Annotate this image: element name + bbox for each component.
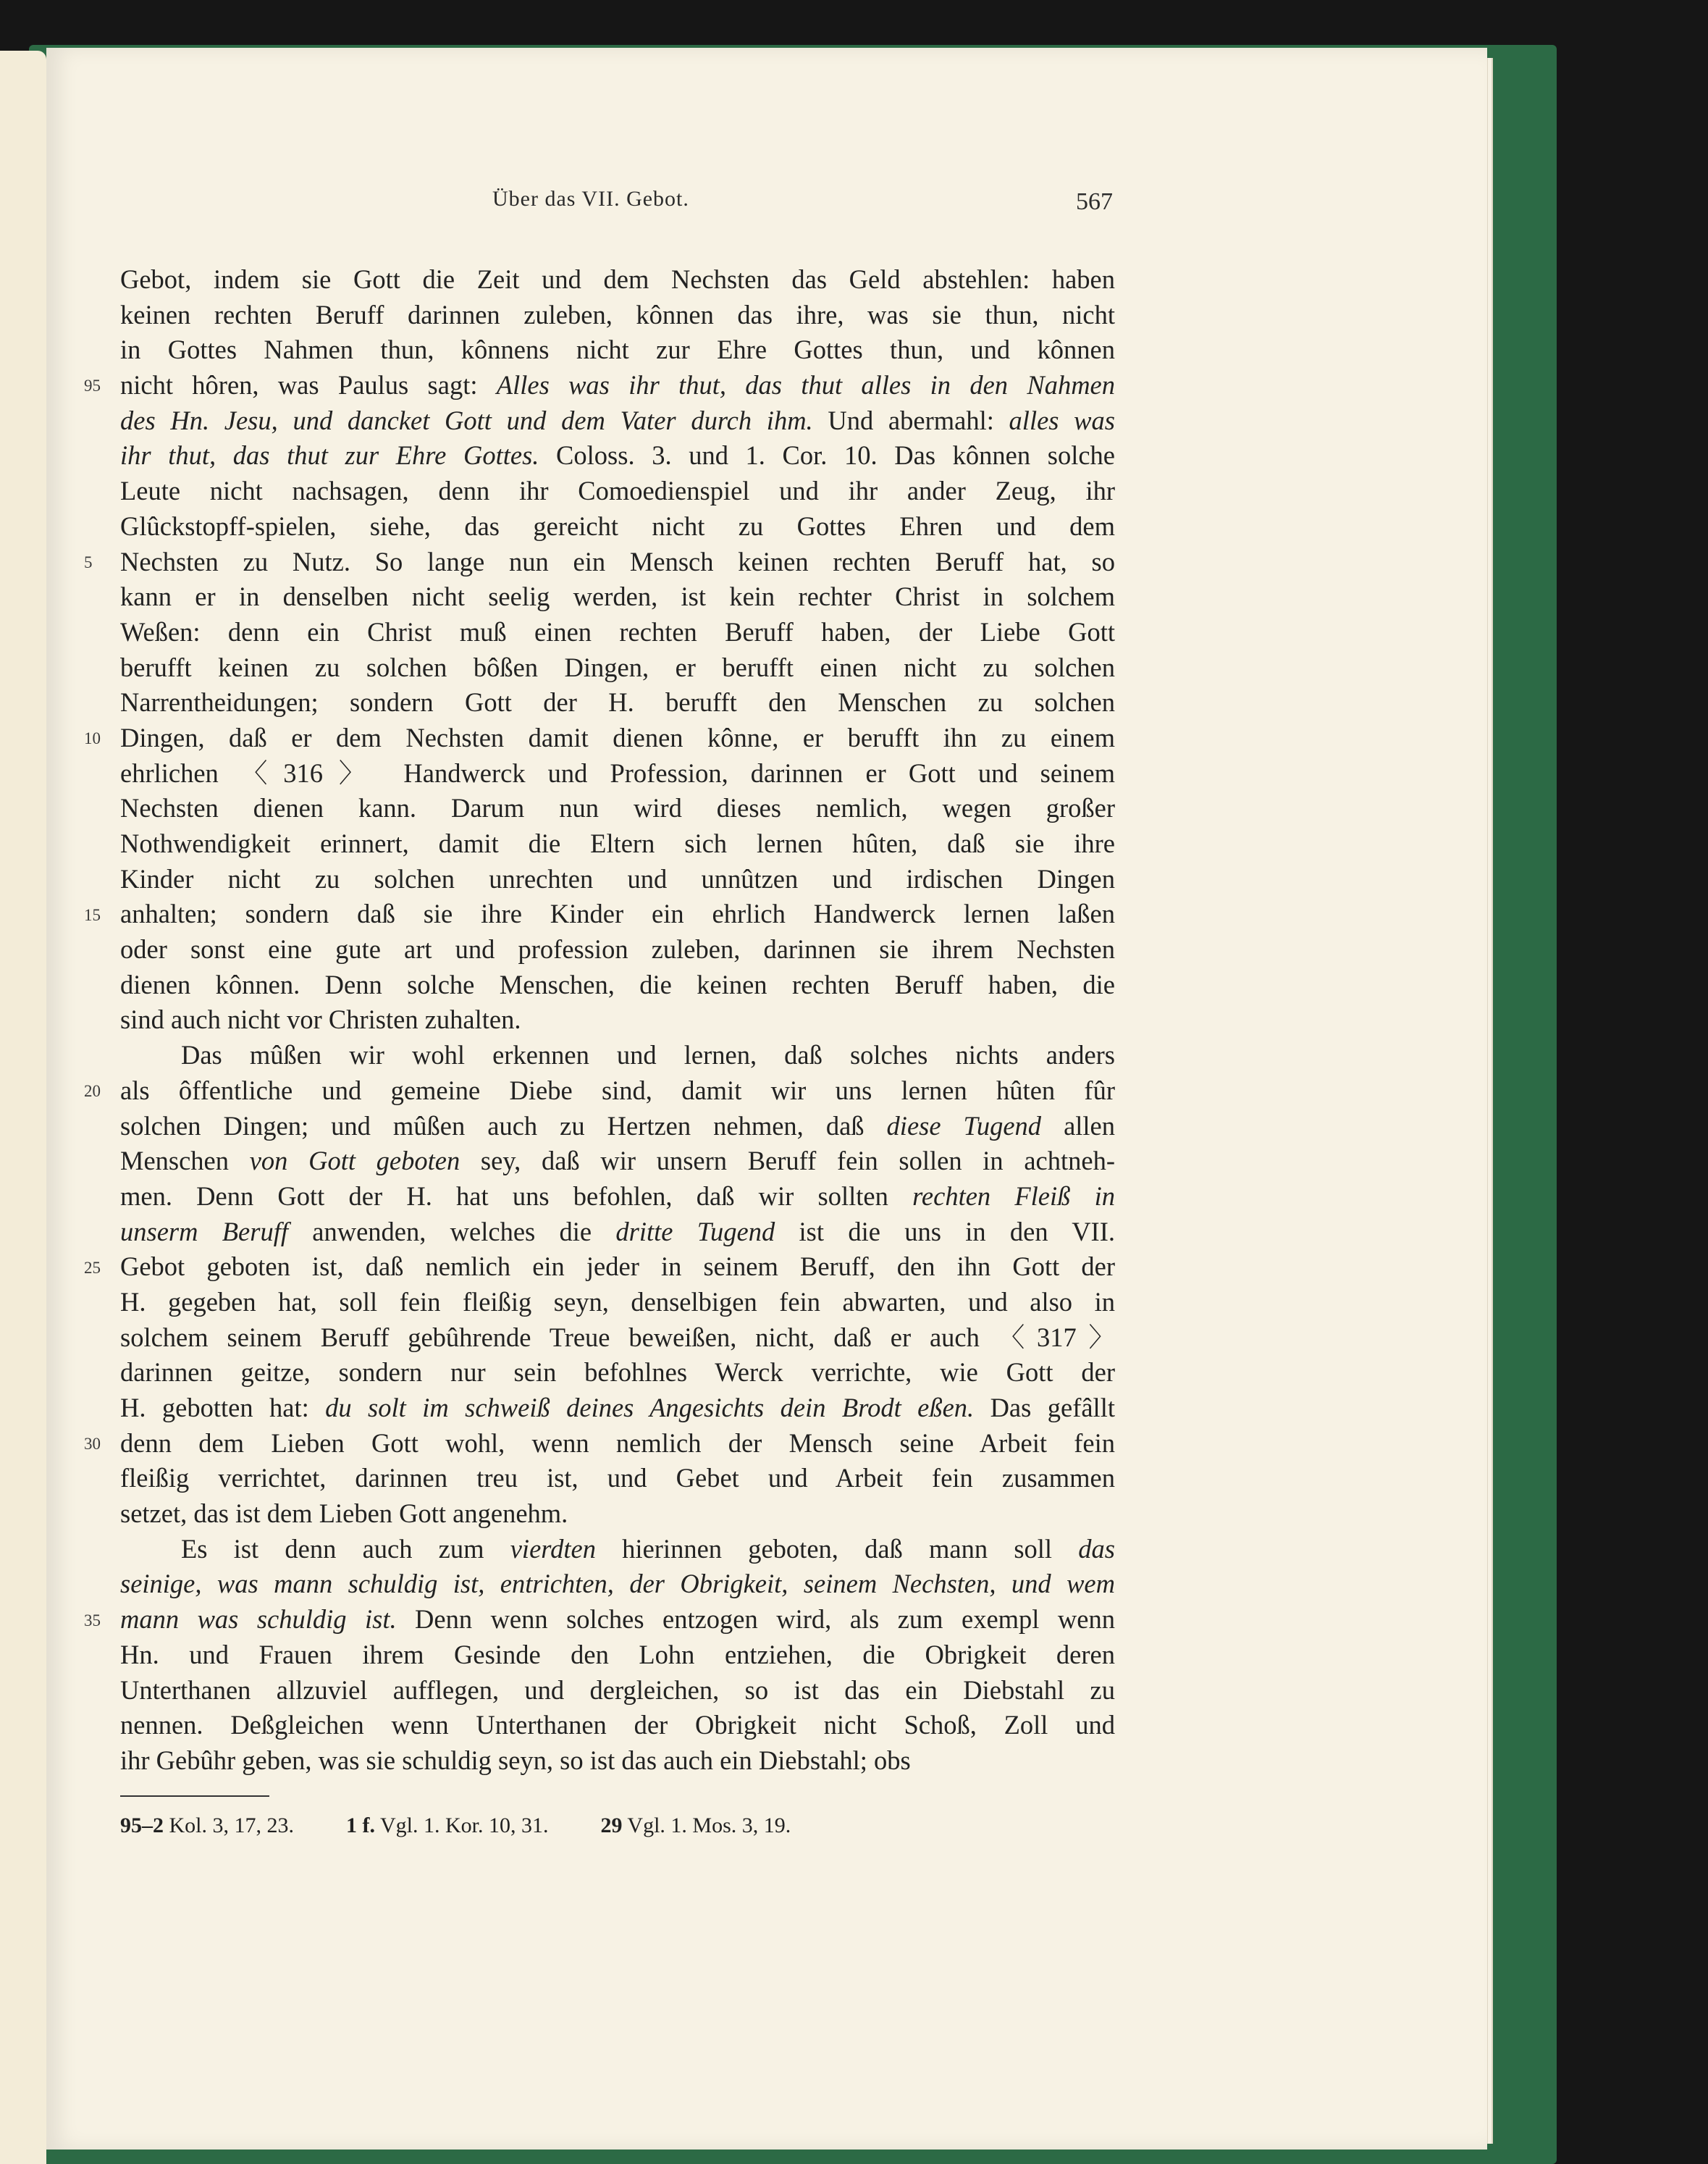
line-number: 25: [84, 1258, 101, 1277]
italic-span: diese Tugend: [886, 1110, 1042, 1141]
text-line: [120, 438, 1115, 474]
text-span: anwenden, welches die: [288, 1216, 616, 1246]
footnotes: [120, 1813, 1115, 1838]
text-line: [120, 1320, 1115, 1356]
text-span: Narrentheidungen; sondern Gott der H. berufft den Menschen zu solchen: [120, 687, 1115, 718]
text-line: [120, 862, 1115, 897]
text-span: berufft keinen zu solchen bôßen Dingen, er berufft einen nicht zu solchen: [120, 652, 1115, 682]
text-span: oder sonst eine gute art und profession zuleben, darinnen sie ihrem Nechsten: [120, 934, 1115, 965]
text-span: in Gottes Nahmen thun, kônnens nicht zur Ehre Gottes thun, und kônnen: [120, 335, 1115, 365]
italic-span: mann was schuldig ist.: [120, 1604, 397, 1635]
text-line: [120, 403, 1115, 439]
line-number: 35: [84, 1611, 101, 1630]
italic-span: rechten Fleiß in: [912, 1180, 1115, 1211]
text-span: Das mûßen wir wohl erkennen und lernen, daß solches nichts anders: [181, 1040, 1115, 1070]
text-line: [120, 968, 1115, 1003]
text-line: [120, 545, 1115, 580]
text-span: anhalten; sondern daß sie ihre Kinder ein ehrlich Handwerck lernen laßen: [120, 899, 1115, 929]
text-span: denn dem Lieben Gott wohl, wenn nemlich der Mensch seine Arbeit fein: [120, 1427, 1115, 1458]
text-line: [120, 1708, 1115, 1743]
text-line: [120, 685, 1115, 721]
left-page-edge: [0, 51, 46, 2164]
text-line: [120, 368, 1115, 403]
text-line: [120, 1496, 1115, 1532]
text-line: [120, 1426, 1115, 1461]
text-line: [120, 932, 1115, 968]
text-span: Nothwendigkeit erinnert, damit die Eltern sich lernen hûten, daß sie ihre: [120, 829, 1115, 858]
text-line: [120, 897, 1115, 932]
text-span: solchen Dingen; und mûßen auch zu Hertzen nehmen, daß: [120, 1110, 887, 1141]
italic-span: des Hn. Jesu, und dancket Gott und dem Vater durch ihm.: [120, 405, 813, 435]
text-span: Coloss. 3. und 1. Cor. 10. Das kônnen solche: [539, 440, 1116, 471]
text-span: ihr Gebûhr geben, was sie schuldig seyn, so ist das auch ein Diebstahl; obs: [120, 1745, 911, 1775]
text-line: [120, 1532, 1115, 1567]
text-line: [120, 332, 1115, 368]
body-text: [120, 262, 1115, 1779]
text-span: Das gefâllt: [974, 1393, 1115, 1422]
text-span: Hn. und Frauen ihrem Gesinde den Lohn entziehen, die Obrigkeit deren: [120, 1639, 1115, 1669]
text-line: [120, 650, 1115, 686]
text-span: allen: [1041, 1110, 1115, 1141]
italic-span: du solt im schweiß deines Angesichts dein Brodt eßen.: [325, 1393, 975, 1422]
text-span: Glûckstopff-spielen, siehe, das gereicht nicht zu Gottes Ehren und dem: [120, 511, 1115, 541]
text-line: [120, 756, 1115, 792]
text-span: nicht hôren, was Paulus sagt:: [120, 370, 497, 400]
text-line: [120, 1038, 1115, 1073]
text-span: kann er in denselben nicht seelig werden, ist kein rechter Christ in solchem: [120, 582, 1115, 612]
text-line: [120, 1602, 1115, 1637]
footnote-text: Vgl. 1. Kor. 10, 31.: [375, 1813, 549, 1837]
text-span: darinnen geitze, sondern nur sein befohlnes Werck verrichte, wie Gott der: [120, 1357, 1115, 1388]
text-line: [120, 579, 1115, 615]
text-line: [120, 1673, 1115, 1708]
text-span: fleißig verrichtet, darinnen treu ist, und Gebet und Arbeit fein zusammen: [120, 1463, 1115, 1493]
text-line: [120, 298, 1115, 333]
line-number: 10: [84, 729, 101, 748]
text-span: Kinder nicht zu solchen unrechten und unnûtzen und irdischen Dingen: [120, 863, 1115, 894]
italic-span: von Gott geboten: [249, 1146, 460, 1176]
line-number: 5: [84, 553, 93, 571]
text-span: Und abermahl:: [812, 405, 1009, 435]
text-span: ist die uns in den VII.: [775, 1216, 1115, 1246]
text-span: keinen rechten Beruff darinnen zuleben, kônnen das ihre, was sie thun, nicht: [120, 299, 1115, 330]
text-span: H. gebotten hat:: [120, 1393, 326, 1422]
text-line: [120, 1567, 1115, 1602]
text-span: als ôffentliche und gemeine Diebe sind, damit wir uns lernen hûten fûr: [120, 1075, 1115, 1105]
text-line: [120, 1002, 1115, 1038]
running-header: Über das VII. Gebot.: [492, 187, 689, 211]
text-span: Nechsten dienen kann. Darum nun wird dieses nemlich, wegen großer: [120, 793, 1115, 823]
text-line: [120, 1637, 1115, 1673]
text-span: Menschen: [120, 1146, 250, 1176]
text-span: setzet, das ist dem Lieben Gott angenehm.: [120, 1498, 568, 1529]
text-line: [120, 615, 1115, 650]
text-line: [120, 474, 1115, 509]
italic-span: vierdten: [510, 1533, 596, 1564]
text-span: Nechsten zu Nutz. So lange nun ein Mensch keinen rechten Beruff hat, so: [120, 546, 1115, 576]
text-span: Gebot, indem sie Gott die Zeit und dem Nechsten das Geld abstehlen: haben: [120, 264, 1115, 294]
text-line: [120, 1355, 1115, 1391]
text-line: [120, 1109, 1115, 1144]
text-span: Unterthanen allzuviel aufflegen, und dergleichen, so ist das ein Diebstahl zu: [120, 1674, 1115, 1705]
text-line: [120, 262, 1115, 298]
text-span: Es ist denn auch zum: [181, 1533, 510, 1564]
text-span: sind auch nicht vor Christen zuhalten.: [120, 1005, 521, 1035]
text-span: Weßen: denn ein Christ muß einen rechten Beruff haben, der Liebe Gott: [120, 616, 1115, 647]
text-line: [120, 1215, 1115, 1250]
text-line: [120, 1073, 1115, 1109]
text-line: [120, 1179, 1115, 1215]
footnote-ref: 1 f.: [346, 1813, 375, 1837]
text-span: men. Denn Gott der H. hat uns befohlen, daß wir sollten: [120, 1180, 913, 1211]
footnote: [346, 1813, 548, 1838]
text-line: [120, 791, 1115, 826]
text-span: Leute nicht nachsagen, denn ihr Comoedienspiel und ihr ander Zeug, ihr: [120, 476, 1115, 506]
footnote-ref: 29: [600, 1813, 623, 1837]
line-number: 95: [84, 377, 101, 395]
text-line: [120, 1461, 1115, 1496]
footnote: [120, 1813, 294, 1838]
text-span: Gebot geboten ist, daß nemlich ein jeder in seinem Beruff, den ihn Gott der: [120, 1251, 1115, 1282]
text-span: Dingen, daß er dem Nechsten damit dienen kônne, er berufft ihn zu einem: [120, 722, 1115, 752]
italic-span: ihr thut, das thut zur Ehre Gottes.: [120, 440, 539, 471]
text-span: hierinnen geboten, daß mann soll: [595, 1533, 1079, 1564]
text-line: [120, 1743, 1115, 1779]
italic-span: unserm Beruff: [120, 1216, 288, 1246]
text-line: [120, 1249, 1115, 1285]
italic-span: Alles was ihr thut, das thut alles in den Nahmen: [496, 370, 1116, 400]
footnote-text: Kol. 3, 17, 23.: [164, 1813, 294, 1837]
footnote-ref: 95–2: [120, 1813, 164, 1837]
text-span: nennen. Deßgleichen wenn Unterthanen der Obrigkeit nicht Schoß, Zoll und: [120, 1710, 1115, 1740]
footnote-rule: [120, 1795, 269, 1797]
text-span: solchem seinem Beruff gebûhrende Treue beweißen, nicht, daß er auch 〈317〉: [120, 1322, 1115, 1352]
italic-span: das: [1078, 1533, 1115, 1564]
text-line: [120, 1391, 1115, 1426]
italic-span: dritte Tugend: [615, 1216, 775, 1246]
italic-span: seinige, was mann schuldig ist, entrichten, der Obrigkeit, seinem Nechsten, und wem: [120, 1569, 1115, 1599]
text-line: [120, 721, 1115, 756]
text-span: Denn wenn solches entzogen wird, als zum exempl wenn: [396, 1604, 1115, 1635]
line-number: 20: [84, 1082, 101, 1101]
footnote: [600, 1813, 791, 1838]
italic-span: alles was: [1009, 405, 1115, 435]
text-line: [120, 1144, 1115, 1179]
text-span: dienen kônnen. Denn solche Menschen, die keinen rechten Beruff haben, die: [120, 969, 1115, 999]
line-number: 30: [84, 1435, 101, 1454]
text-line: [120, 509, 1115, 545]
footnote-text: Vgl. 1. Mos. 3, 19.: [622, 1813, 791, 1837]
text-span: H. gegeben hat, soll fein fleißig seyn, denselbigen fein abwarten, und also in: [120, 1286, 1115, 1317]
text-line: [120, 1285, 1115, 1320]
text-span: ehrlichen 〈316〉 Handwerck und Profession, darinnen er Gott und seinem: [120, 758, 1115, 788]
line-number: 15: [84, 905, 101, 924]
text-span: sey, daß wir unsern Beruff fein sollen in achtneh-: [460, 1146, 1115, 1176]
text-line: [120, 826, 1115, 862]
page-number: 567: [1076, 188, 1113, 215]
